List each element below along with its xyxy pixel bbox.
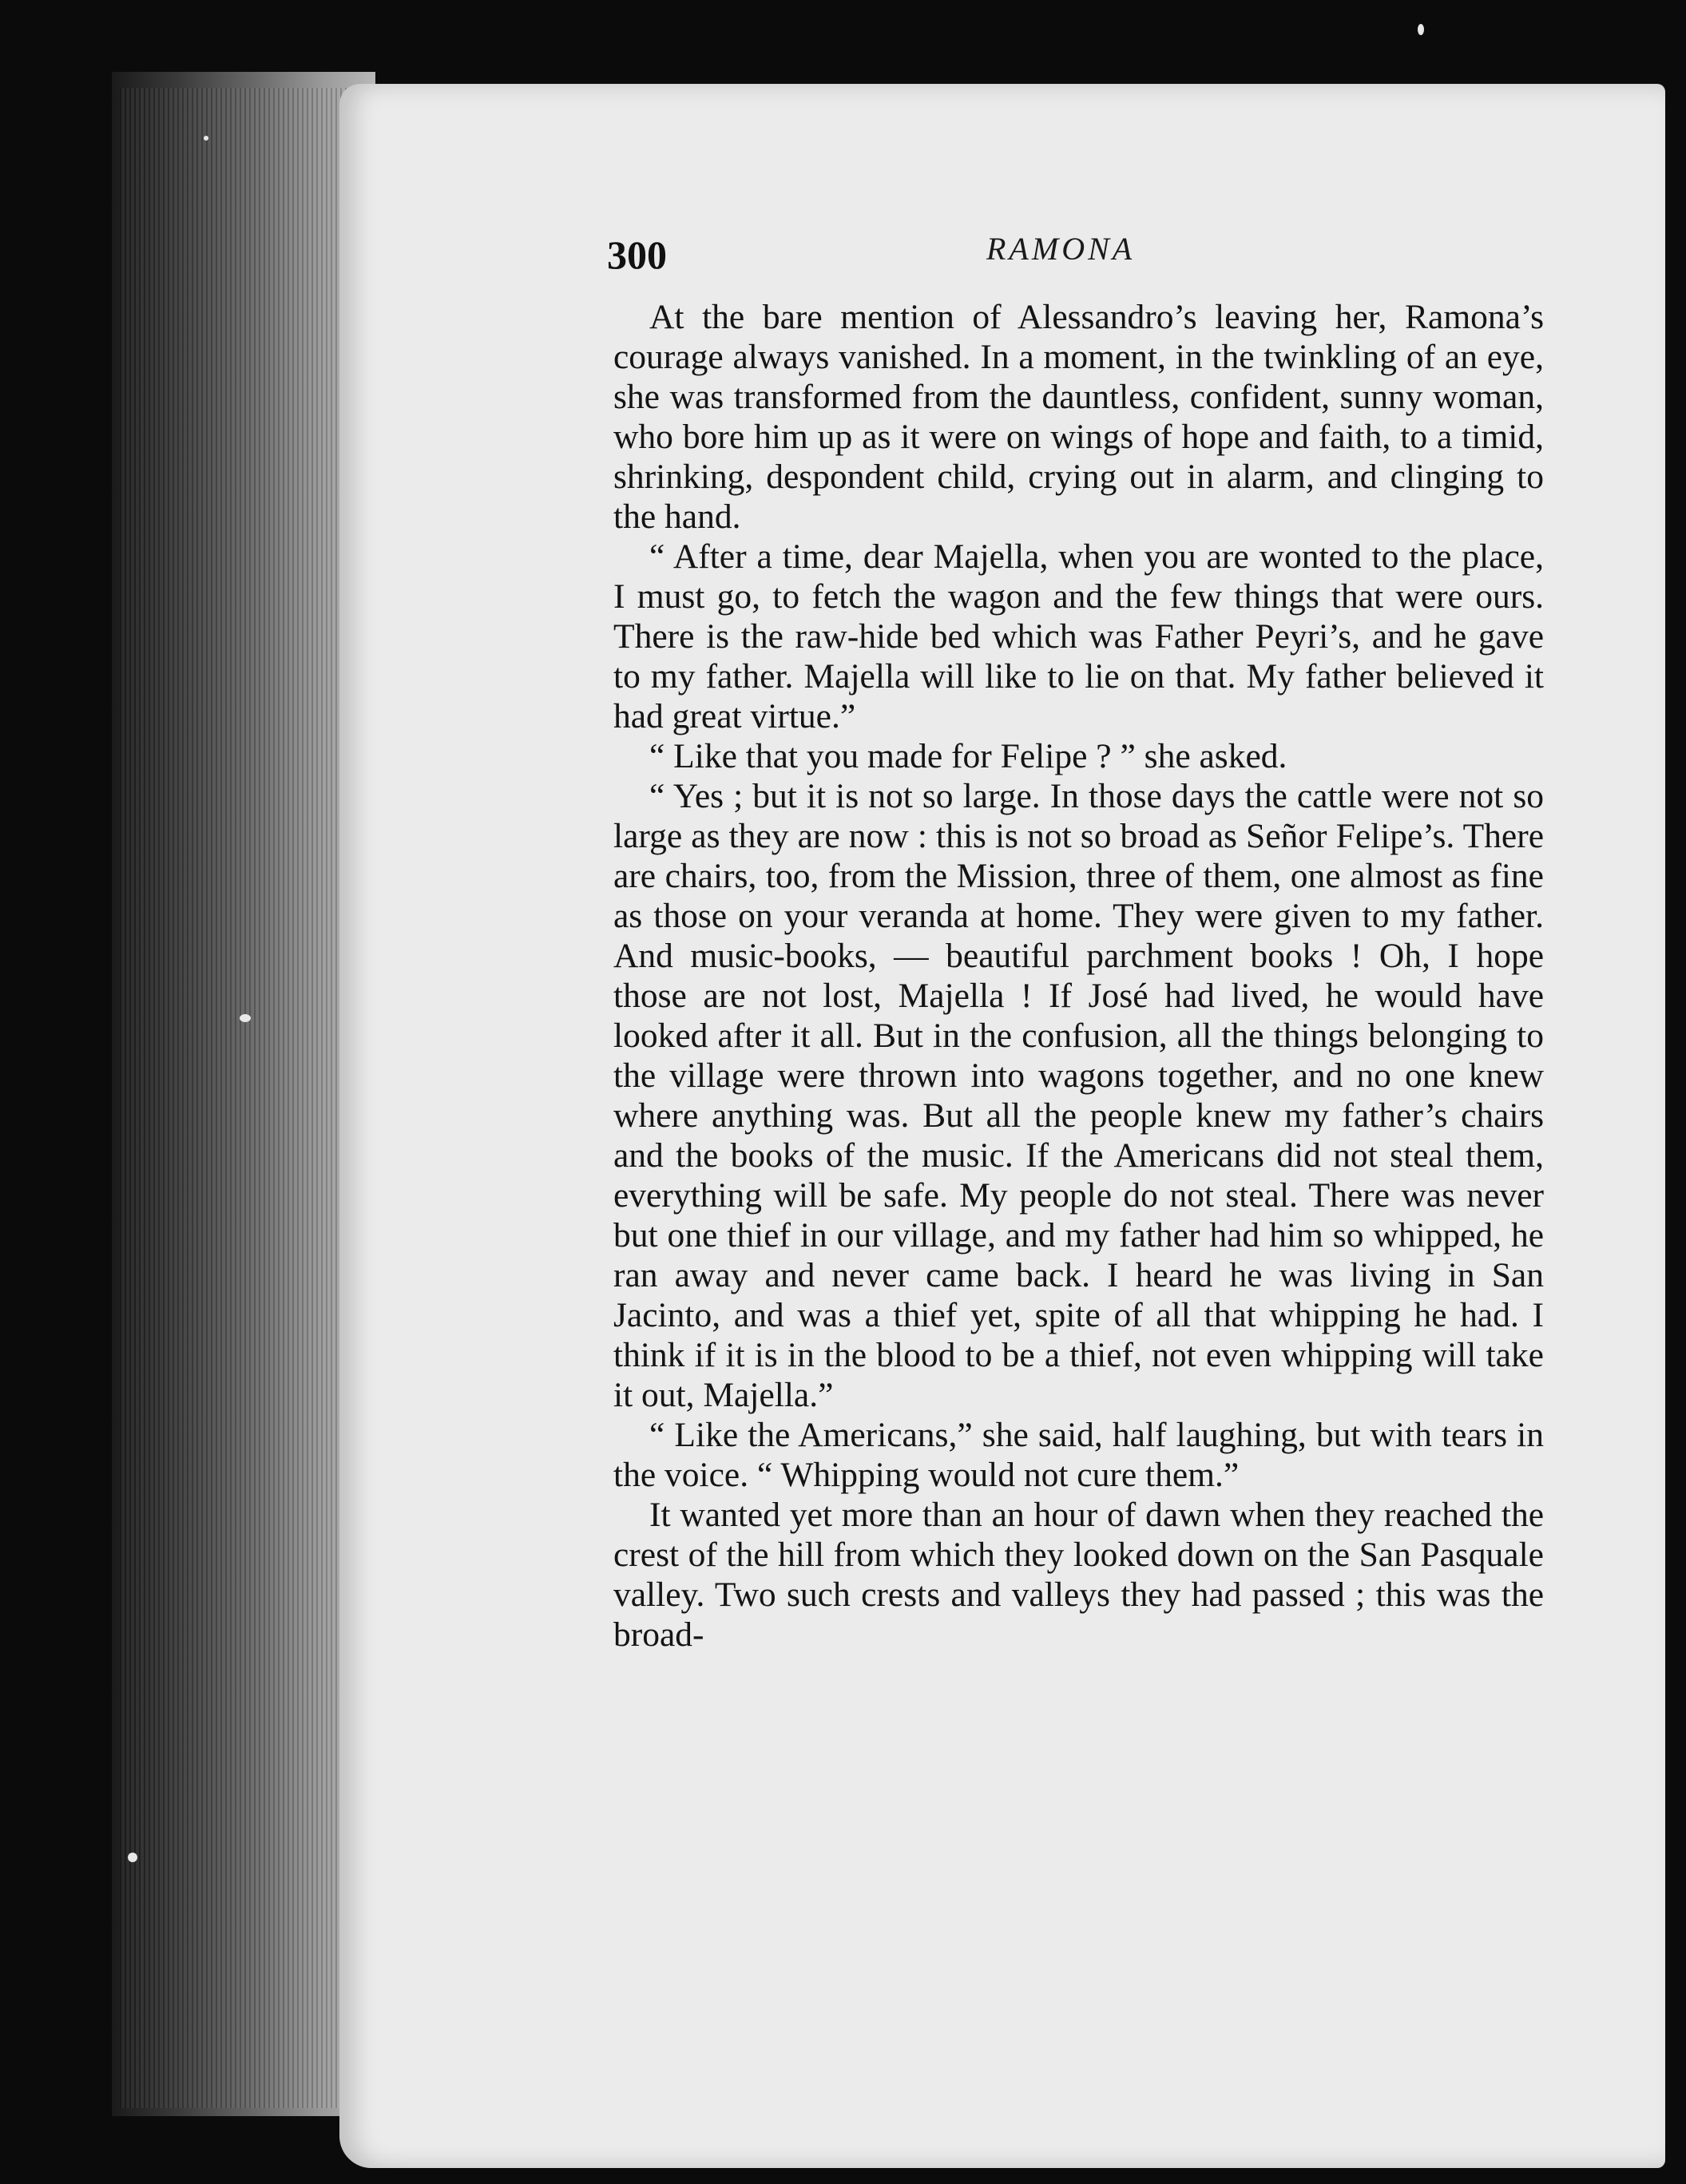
- paragraph: It wanted yet more than an hour of dawn when they reached the crest of the hill from which they looked down on the San Pasquale valley. Two such crests and valleys they had passed ; this was the broad-: [613, 1496, 1544, 1654]
- page-header: [607, 232, 1549, 287]
- dust-speck: [128, 1853, 137, 1862]
- dust-speck: [240, 1014, 251, 1022]
- page-body: [613, 297, 1544, 1655]
- paragraph: At the bare mention of Alessandro’s leaving her, Ramona’s courage always vanished. In a moment, in the twinkling of an eye, she was transformed from the dauntless, confident, sunny woman, who bore him up as it were on wings of hope and faith, to a timid, shrinking, despondent child, crying out in alarm, and clinging to the hand.: [613, 298, 1544, 536]
- dust-speck: [204, 136, 208, 141]
- dust-speck: [1418, 24, 1424, 35]
- paragraph: “ Yes ; but it is not so large. In those days the cattle were not so large as they are now : this is not so broad as Señor Felipe’s. There are chairs, too, from the Mission, three of them, one almost as fine as those on your veranda at home. They were given to my father. And music-books, — beautiful parchment books ! Oh, I hope those are not lost, Majella ! If José had lived, he would have looked after it all. But in the confusion, all the things belonging to the village were thrown into wagons together, and no one knew where anything was. But all the people knew my father’s chairs and the books of the music. If the Americans did not steal them, everything will be safe. My people do not steal. There was never but one thief in our village, and my father had him so whipped, he ran away and never came back. I heard he was living in San Jacinto, and was a thief yet, spite of all that whipping he had. I think if it is in the blood to be a thief, not even whipping will take it out, Majella.”: [613, 777, 1544, 1414]
- page-number: 300: [607, 232, 667, 277]
- paragraph: “ Like that you made for Felipe ? ” she asked.: [649, 737, 1287, 775]
- running-title: RAMONA: [986, 231, 1136, 267]
- paragraph: “ After a time, dear Majella, when you are wonted to the place, I must go, to fetch the wagon and the few things that were ours. There is the raw-hide bed which was Father Peyri’s, and he gave to my father. Majella will like to lie on that. My father believed it had great virtue.”: [613, 537, 1544, 735]
- page-edge-texture: [120, 88, 359, 2108]
- paragraph: “ Like the Americans,” she said, half laughing, but with tears in the voice. “ Whipping would not cure them.”: [613, 1416, 1544, 1494]
